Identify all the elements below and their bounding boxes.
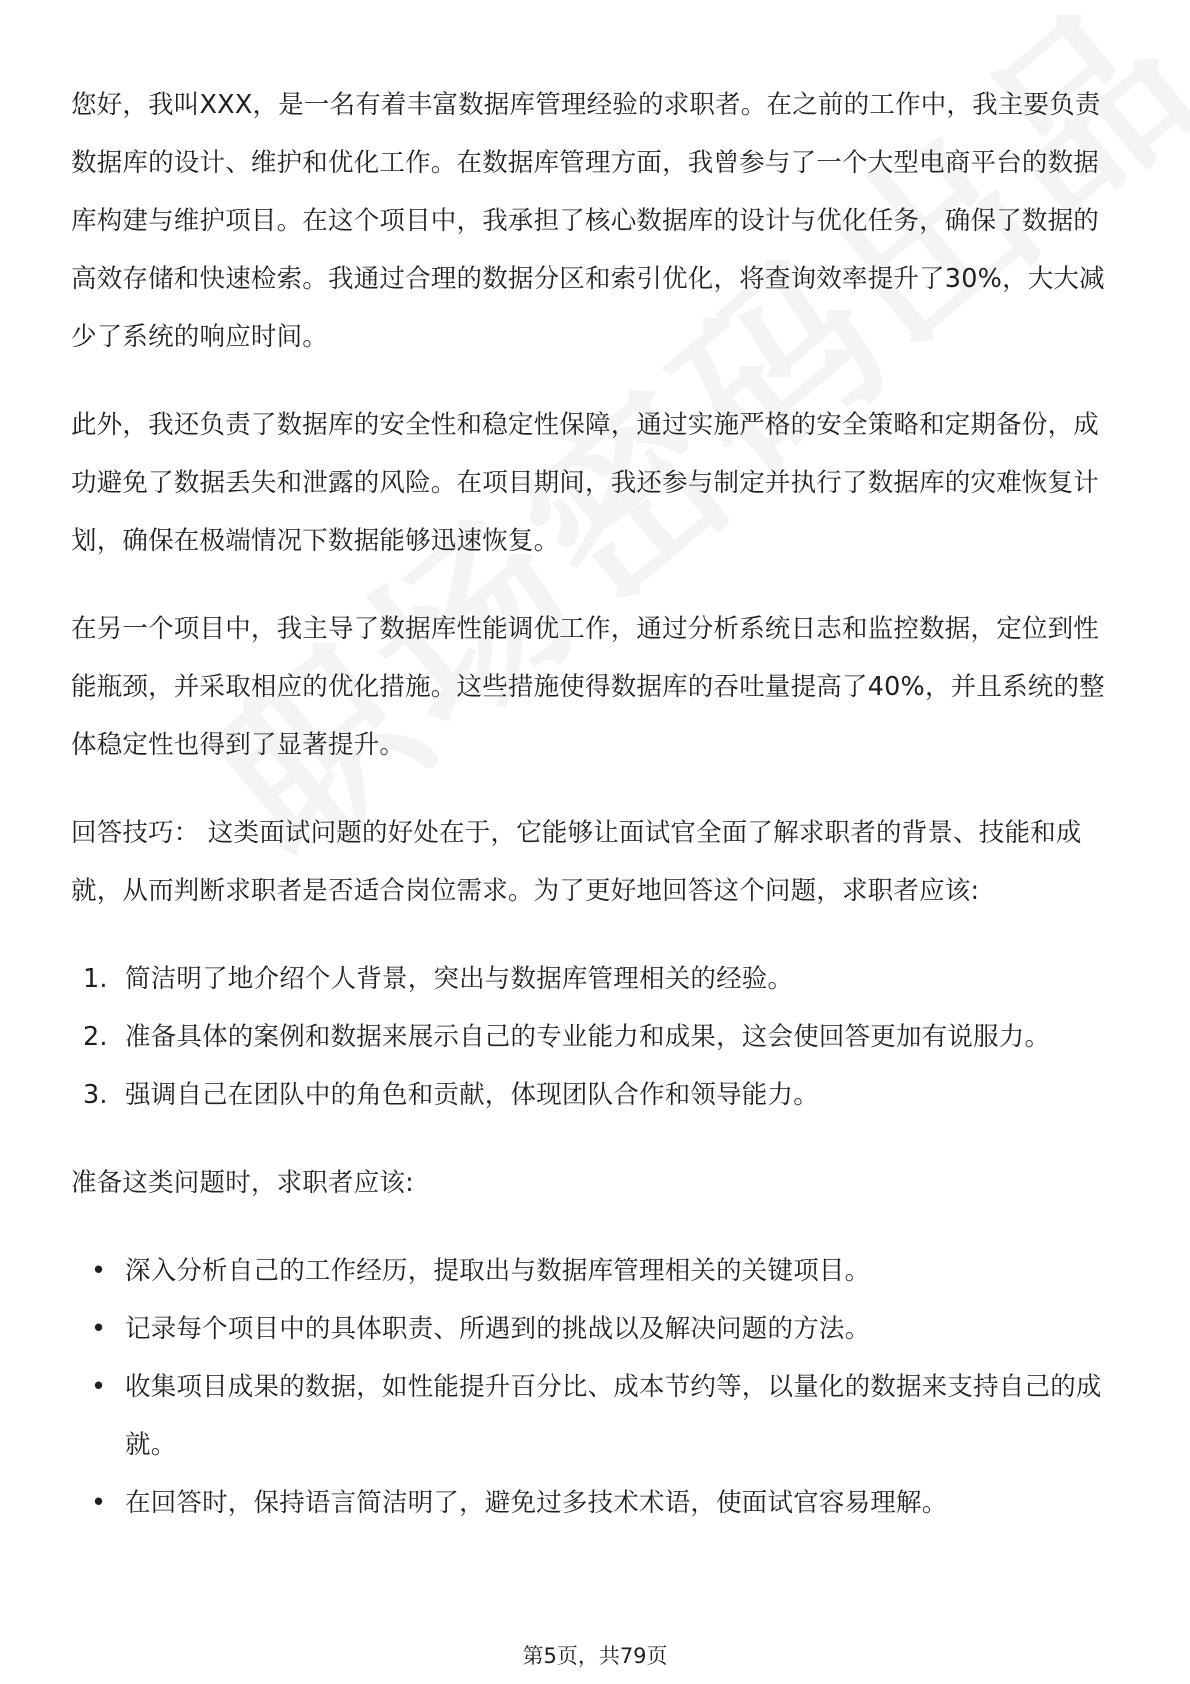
document-body: [71, 76, 1121, 1562]
list-number: 2.: [83, 1022, 108, 1052]
list-item-text: 记录每个项目中的具体职责、所遇到的挑战以及解决问题的方法。: [125, 1314, 871, 1344]
list-item: [71, 1242, 1121, 1300]
list-item-text: 简洁明了地介绍个人背景，突出与数据库管理相关的经验。: [125, 964, 794, 994]
paragraph-security: 此外，我还负责了数据库的安全性和稳定性保障，通过实施严格的安全策略和定期备份，成功避免了数据丢失和泄露的风险。在项目期间，我还参与制定并执行了数据库的灾难恢复计划，确保在极端情况下数据能够迅速恢复。: [71, 410, 1100, 556]
prep-list: [71, 1242, 1121, 1532]
bullet-icon: •: [91, 1372, 107, 1402]
list-item-text: 强调自己在团队中的角色和贡献，体现团队合作和领导能力。: [125, 1080, 819, 1110]
answer-tips-intro: 回答技巧： 这类面试问题的好处在于，它能够让面试官全面了解求职者的背景、技能和成就，从而判断求职者是否适合岗位需求。为了更好地回答这个问题，求职者应该:: [71, 818, 1082, 906]
list-item-text: 深入分析自己的工作经历，提取出与数据库管理相关的关键项目。: [125, 1256, 871, 1286]
bullet-icon: •: [91, 1488, 107, 1518]
bullet-icon: •: [91, 1256, 107, 1286]
bullet-icon: •: [91, 1314, 107, 1344]
list-number: 3.: [83, 1080, 108, 1110]
paragraph-tuning: 在另一个项目中，我主导了数据库性能调优工作，通过分析系统日志和监控数据，定位到性能瓶颈，并采取相应的优化措施。这些措施使得数据库的吞吐量提高了40%，并且系统的整体稳定性也得到了显著提升。: [71, 614, 1105, 760]
list-item: [71, 950, 1121, 1008]
page-footer: 第5页，共79页: [522, 1644, 668, 1668]
list-number: 1.: [83, 964, 108, 994]
list-item-text: 收集项目成果的数据，如性能提升百分比、成本节约等，以量化的数据来支持自己的成就。: [125, 1372, 1102, 1460]
list-item: [71, 1066, 1121, 1124]
paragraph-intro: 您好，我叫XXX，是一名有着丰富数据库管理经验的求职者。在之前的工作中，我主要负责数据库的设计、维护和优化工作。在数据库管理方面，我曾参与了一个大型电商平台的数据库构建与维护项目。在这个项目中，我承担了核心数据库的设计与优化任务，确保了数据的高效存储和快速检索。我通过合理的数据分区和索引优化，将查询效率提升了30%，大大减少了系统的响应时间。: [71, 90, 1105, 352]
answer-tips-list: [71, 950, 1121, 1124]
list-item: [71, 1008, 1121, 1066]
prep-intro: 准备这类问题时，求职者应该:: [71, 1168, 414, 1198]
list-item: [71, 1474, 1121, 1532]
list-item-text: 在回答时，保持语言简洁明了，避免过多技术术语，使面试官容易理解。: [125, 1488, 948, 1518]
list-item-text: 准备具体的案例和数据来展示自己的专业能力和成果，这会使回答更加有说服力。: [125, 1022, 1051, 1052]
list-item: [71, 1358, 1121, 1474]
list-item: [71, 1300, 1121, 1358]
